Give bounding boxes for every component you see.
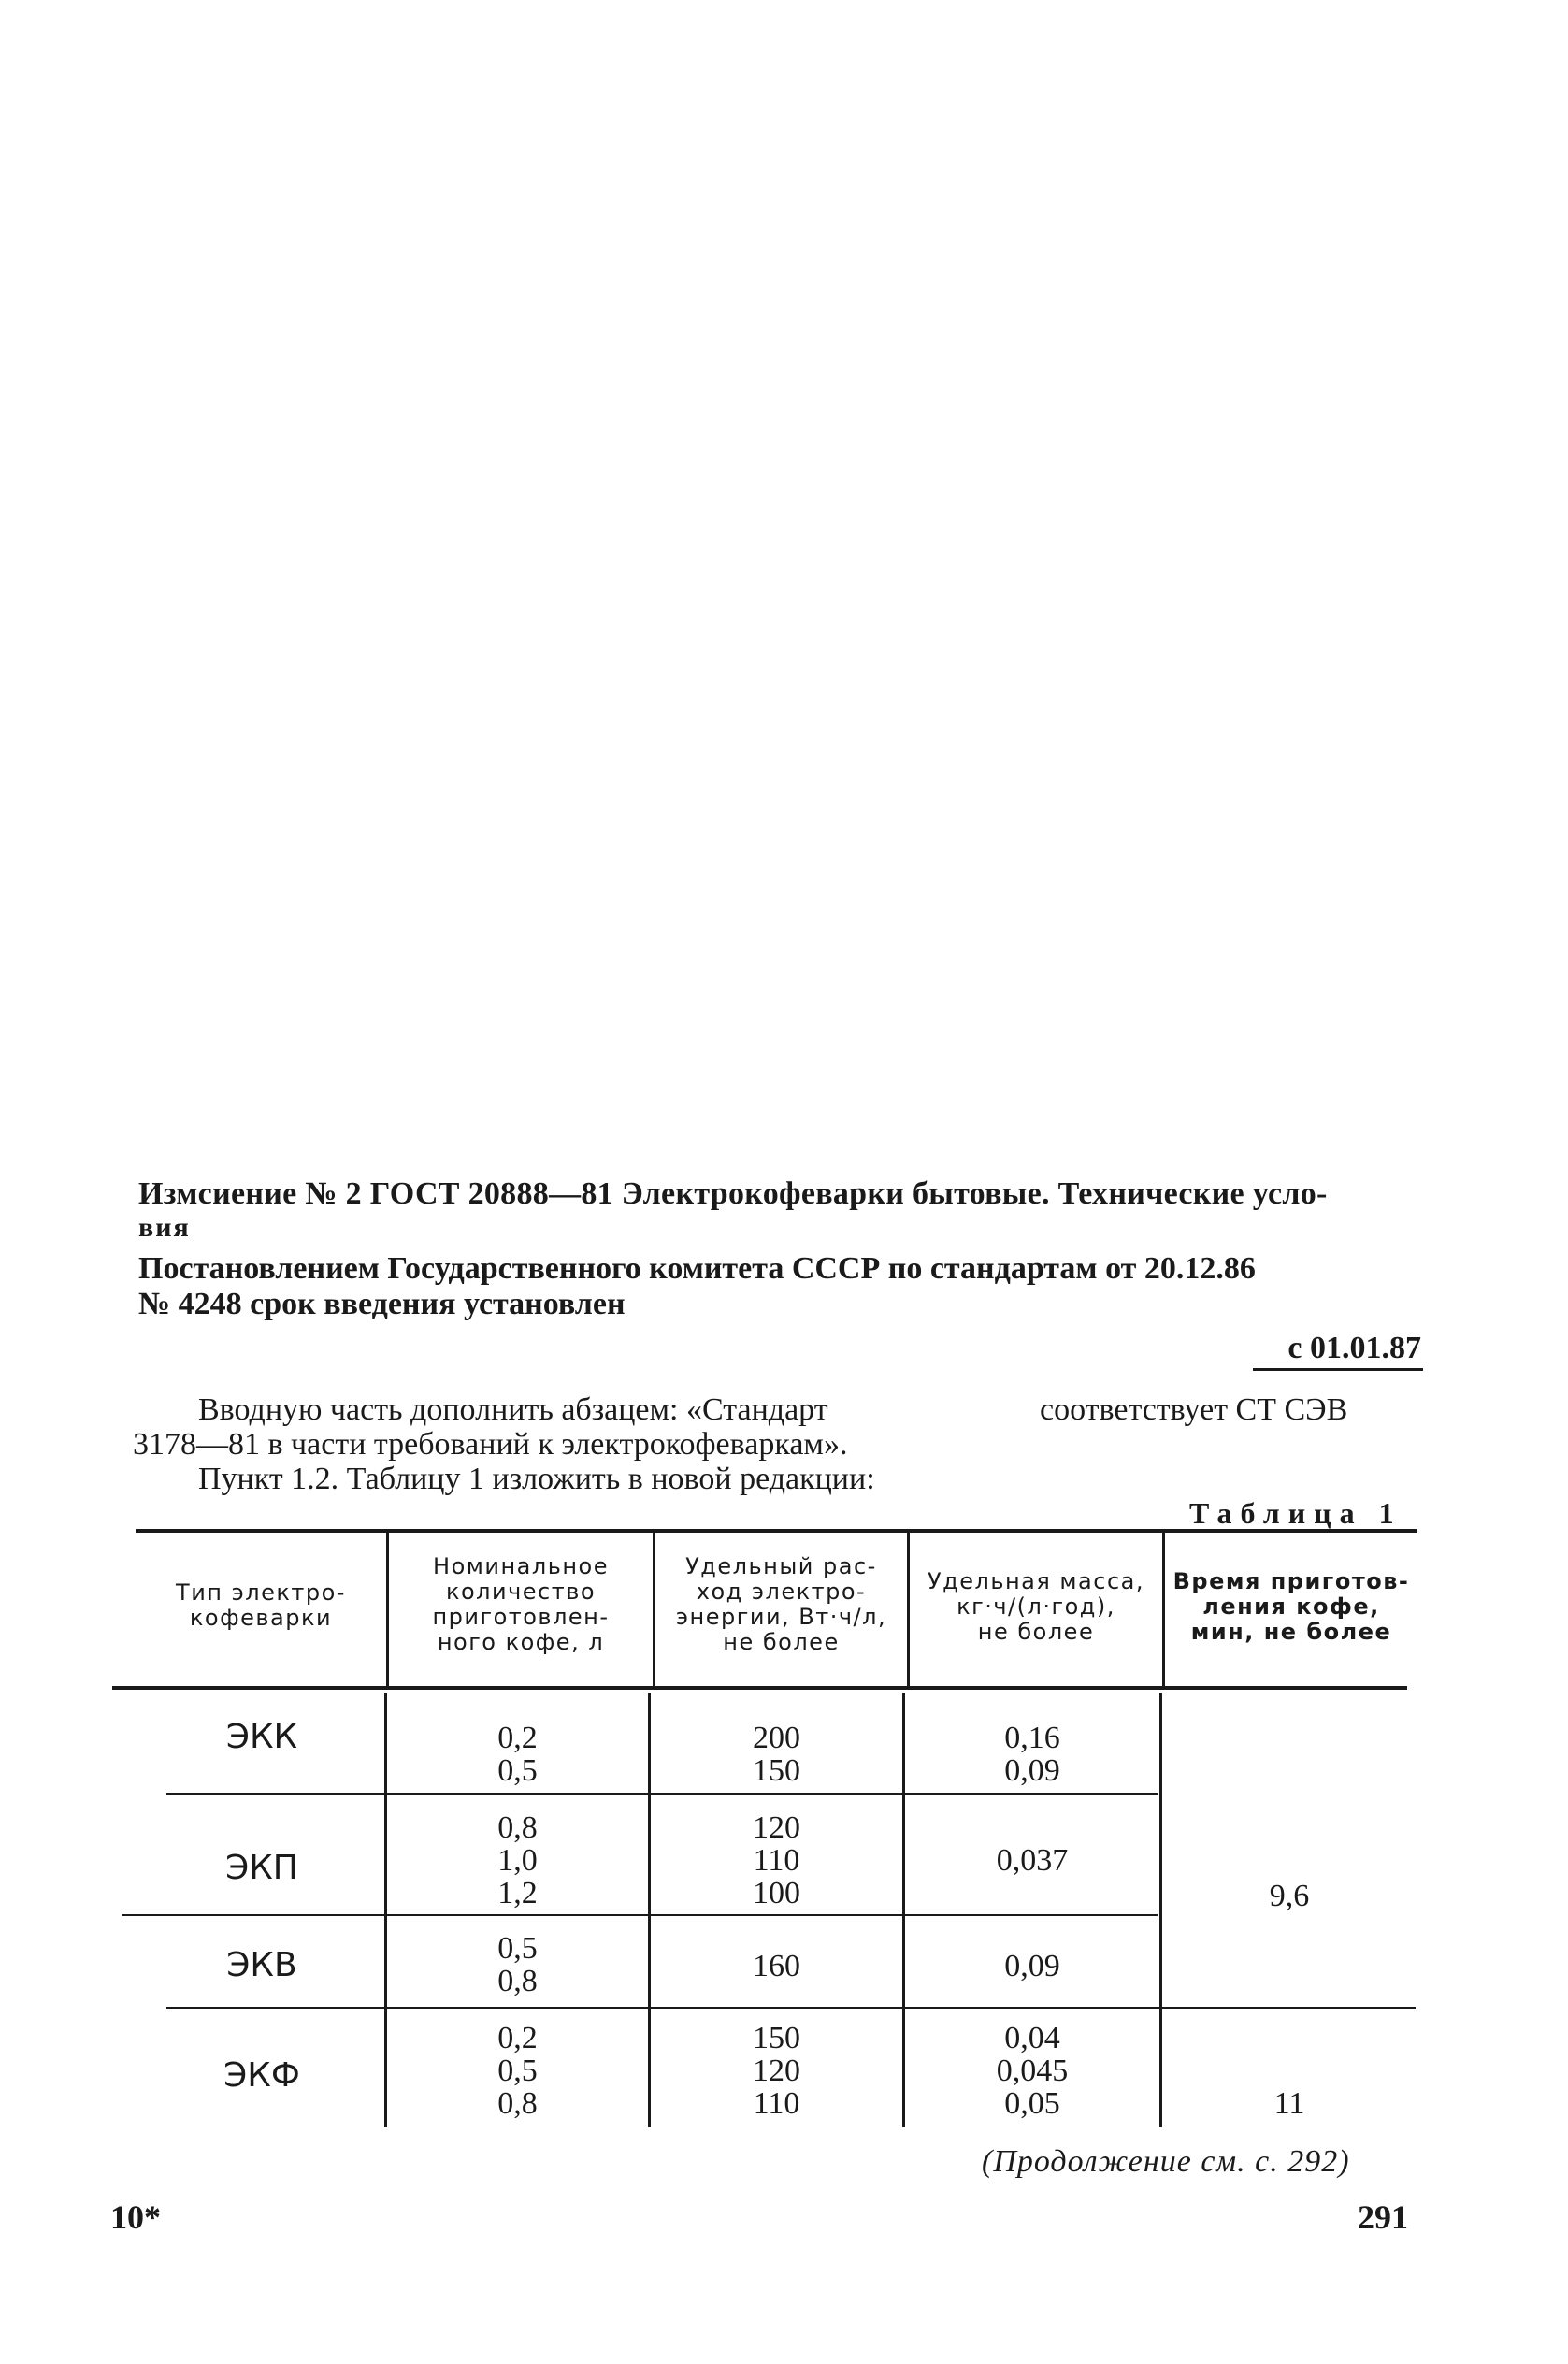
row-type-ekk: ЭКК xyxy=(225,1718,298,1756)
item-instruction: Пункт 1.2. Таблицу 1 изложить в новой редакции: xyxy=(198,1462,875,1496)
header-line: приготовлен- xyxy=(432,1604,610,1630)
energy-value: 110 xyxy=(753,1843,800,1878)
energy-value: 110 xyxy=(753,2086,800,2121)
row-energy xyxy=(651,1811,902,1910)
row-separator xyxy=(122,1914,1158,1916)
volume-value: 0,5 xyxy=(497,2054,538,2088)
intro-paragraph-right: соответствует СТ СЭВ xyxy=(1040,1392,1348,1427)
effective-date: с 01.01.87 xyxy=(1287,1331,1421,1365)
intro-paragraph-continuation: 3178—81 в части требований к электрокофеваркам». xyxy=(133,1427,848,1462)
table-caption: Таблица 1 xyxy=(1189,1496,1403,1530)
energy-value: 160 xyxy=(753,1949,800,1983)
header-time xyxy=(1165,1569,1417,1645)
header-line: количество xyxy=(445,1578,597,1605)
header-line: энергии, Вт·ч/л, xyxy=(675,1604,887,1630)
intro-paragraph: Вводную часть дополнить абзацем: «Стандарт xyxy=(198,1392,828,1427)
row-volumes xyxy=(387,1932,648,1997)
page-number: 291 xyxy=(1358,2198,1408,2236)
row-volumes xyxy=(387,2022,648,2120)
volume-value: 0,5 xyxy=(497,1931,538,1966)
row-mass xyxy=(905,1722,1159,1787)
volume-value: 0,8 xyxy=(497,1810,538,1845)
mass-value: 0,05 xyxy=(1004,2086,1060,2121)
volume-value: 1,0 xyxy=(497,1843,538,1878)
volume-value: 0,2 xyxy=(497,2021,538,2055)
energy-value: 100 xyxy=(753,1876,800,1910)
energy-value: 120 xyxy=(753,1810,800,1845)
change-title-continuation: вия xyxy=(138,1212,191,1243)
row-mass xyxy=(905,1950,1159,1982)
mass-value: 0,09 xyxy=(1004,1949,1060,1983)
row-mass xyxy=(905,2022,1159,2120)
header-type xyxy=(136,1580,386,1631)
volume-value: 0,2 xyxy=(497,1721,538,1755)
row-type-ekp: ЭКП xyxy=(225,1849,298,1887)
mass-value: 0,037 xyxy=(996,1843,1069,1878)
row-volumes xyxy=(387,1722,648,1787)
header-mass xyxy=(910,1569,1162,1645)
volume-value: 0,8 xyxy=(497,1964,538,1998)
table-top-rule xyxy=(136,1529,1417,1533)
header-line: не более xyxy=(723,1629,840,1655)
volume-value: 1,2 xyxy=(497,1876,538,1910)
time-value-group2: 11 xyxy=(1273,2086,1305,2121)
decree-text: Постановлением Государственного комитета СССР по стандартам от 20.12.86 xyxy=(138,1251,1256,1286)
row-type-ekf: ЭКФ xyxy=(223,2056,300,2095)
time-value-group1: 9,6 xyxy=(1269,1879,1310,1913)
header-line: Тип электро- xyxy=(176,1579,346,1606)
volume-value: 0,5 xyxy=(497,1753,538,1788)
row-volumes xyxy=(387,1811,648,1910)
header-energy xyxy=(655,1554,907,1655)
row-energy xyxy=(651,1950,902,1982)
footer-mark: 10* xyxy=(110,2198,161,2236)
effective-date-underline xyxy=(1253,1368,1423,1371)
header-line: ного кофе, л xyxy=(437,1629,605,1655)
header-volume xyxy=(389,1554,653,1655)
header-line: ления кофе, xyxy=(1202,1593,1380,1620)
header-line: Номинальное xyxy=(433,1553,609,1579)
row-energy xyxy=(651,2022,902,2120)
energy-value: 200 xyxy=(753,1721,800,1755)
header-line: Время приготов- xyxy=(1172,1568,1410,1594)
volume-value: 0,8 xyxy=(497,2086,538,2121)
mass-value: 0,16 xyxy=(1004,1721,1060,1755)
header-line: мин, не более xyxy=(1190,1619,1392,1645)
row-separator xyxy=(166,2007,1416,2009)
header-line: кг·ч/(л·год), xyxy=(957,1593,1115,1620)
continuation-note: (Продолжение см. с. 292) xyxy=(982,2144,1350,2179)
energy-value: 150 xyxy=(753,2021,800,2055)
energy-value: 150 xyxy=(753,1753,800,1788)
header-line: ход электро- xyxy=(696,1578,867,1605)
row-type-ekv: ЭКВ xyxy=(226,1946,297,1984)
mass-value: 0,09 xyxy=(1004,1753,1060,1788)
energy-value: 120 xyxy=(753,2054,800,2088)
decree-text-continuation: № 4248 срок введения установлен xyxy=(138,1287,626,1321)
header-line: кофеварки xyxy=(189,1605,333,1631)
mass-value: 0,04 xyxy=(1004,2021,1060,2055)
header-line: Удельная масса, xyxy=(928,1568,1144,1594)
header-line: Удельный рас- xyxy=(685,1553,877,1579)
row-energy xyxy=(651,1722,902,1787)
row-separator xyxy=(166,1793,1158,1795)
mass-value: 0,045 xyxy=(996,2054,1069,2088)
header-line: не более xyxy=(977,1619,1095,1645)
table-header-rule xyxy=(112,1686,1407,1690)
row-mass xyxy=(905,1844,1159,1877)
change-title: Измсиение № 2 ГОСТ 20888—81 Электрокофеварки бытовые. Технические усло- xyxy=(138,1176,1328,1211)
